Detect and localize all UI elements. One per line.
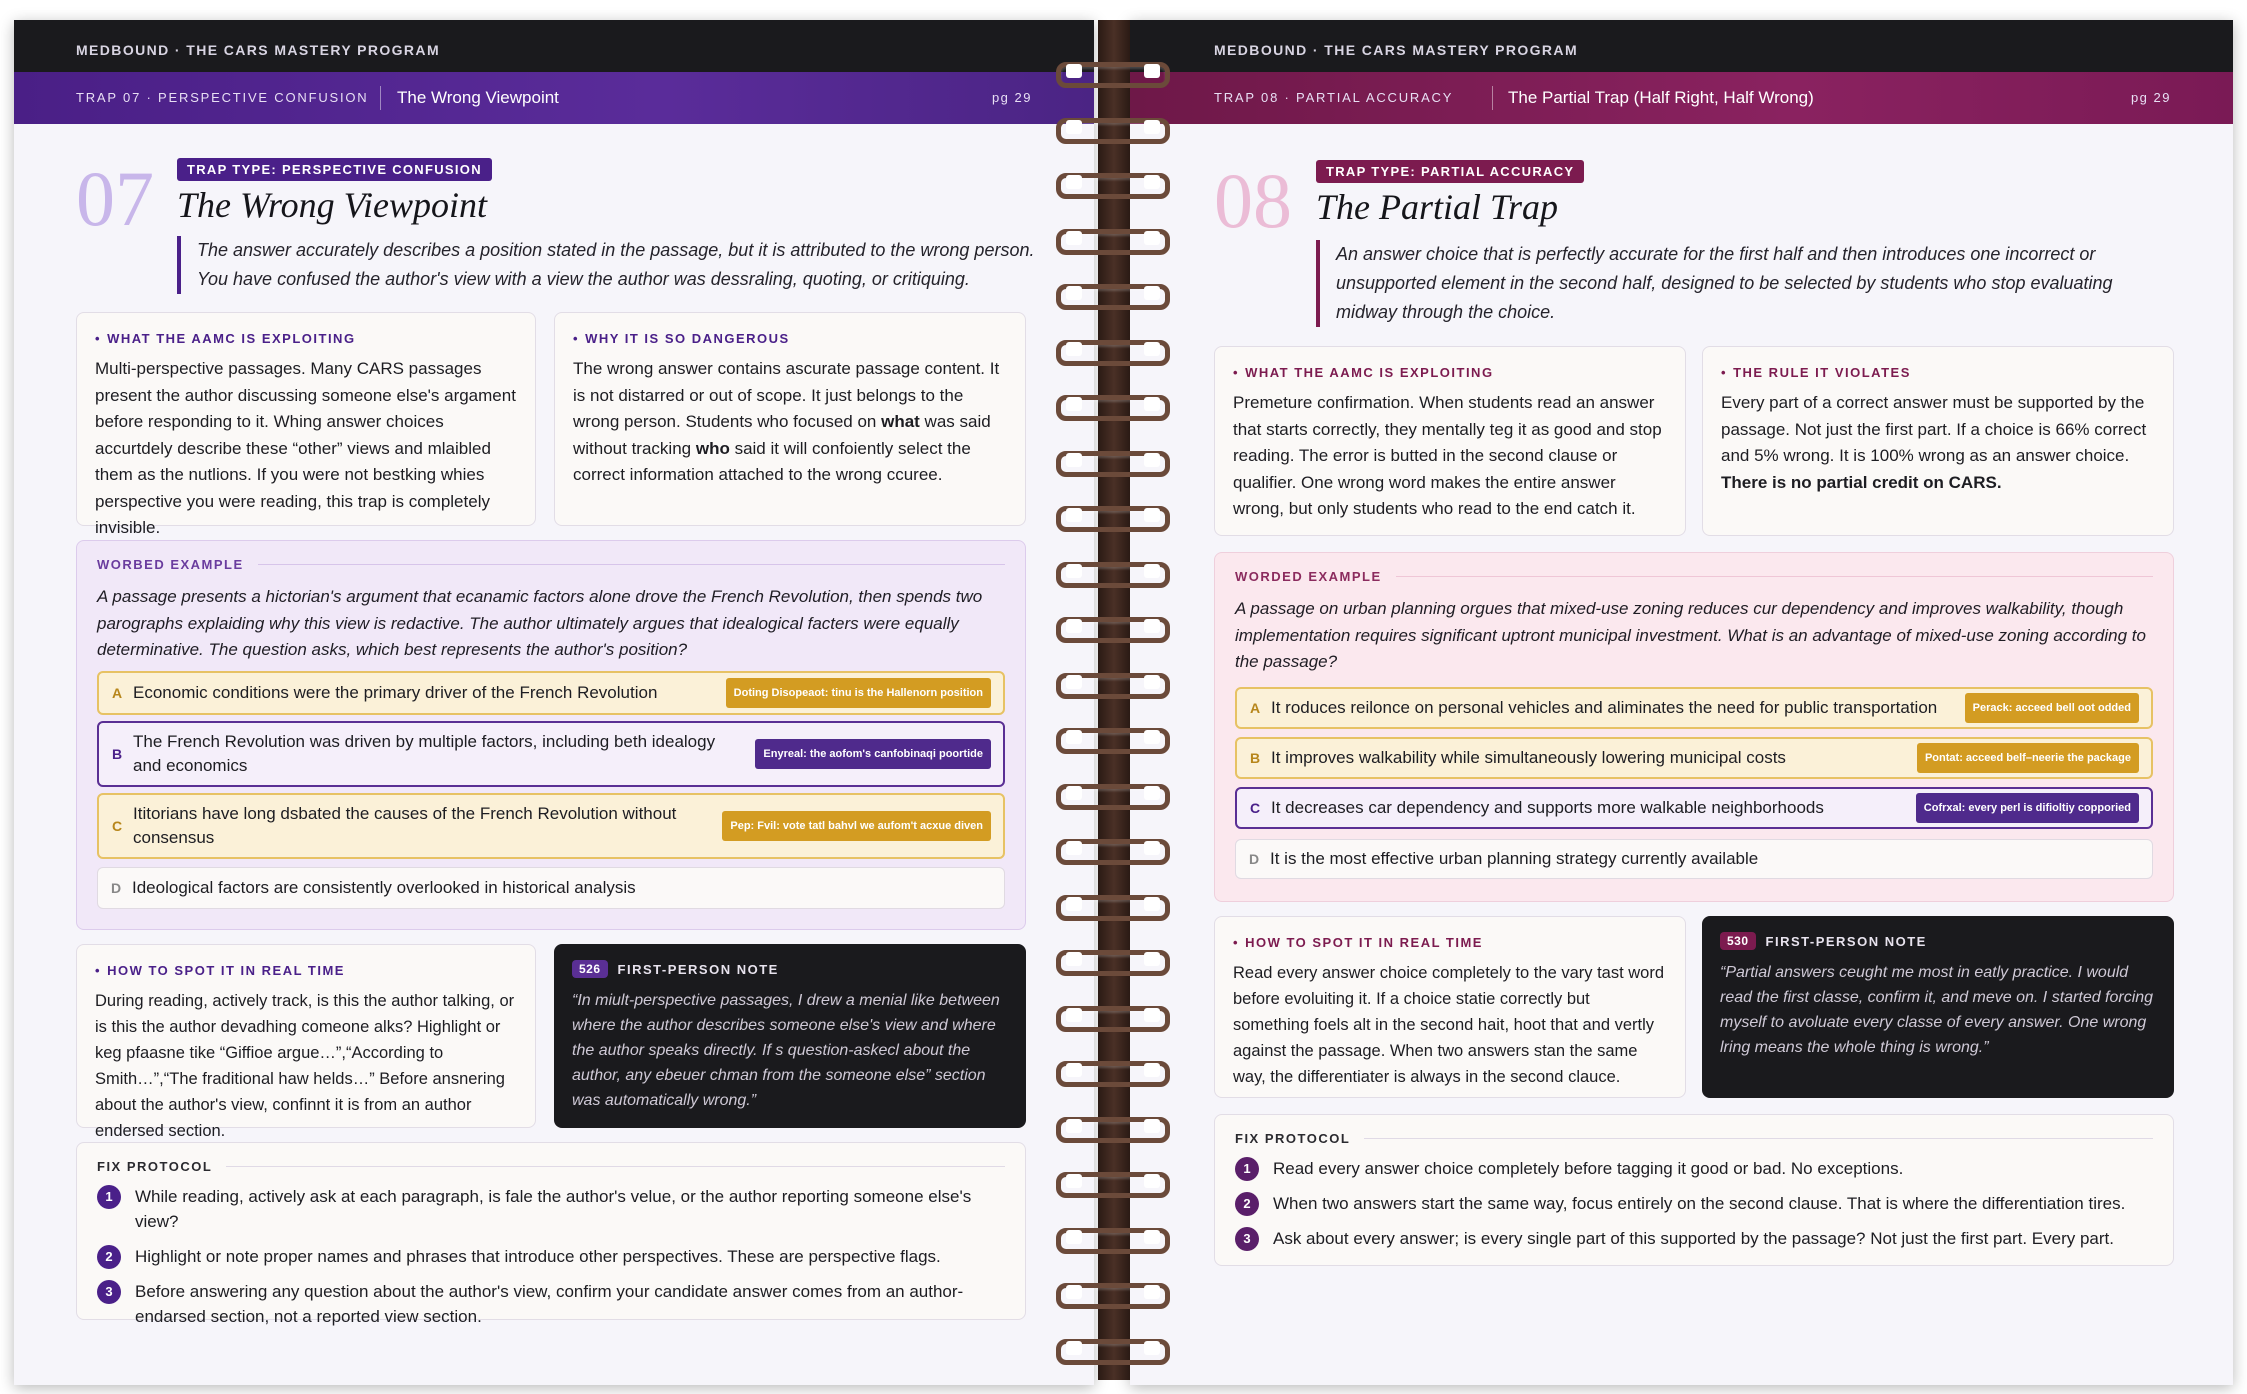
answer-choice-a[interactable]: A It roduces reilonce on personal vehicles and aliminates the need for public transportation Perack: acceed bell oot odded (1235, 687, 2153, 729)
trap-name: The Wrong Viewpoint (397, 88, 559, 107)
spiral-coil-icon (1054, 334, 1172, 364)
trap-header-bar (1130, 72, 2233, 124)
fix-step-3: 3 Ask about every answer; is every single part of this supported by the passage? Not just the first part. Every part. (1235, 1226, 2153, 1251)
danger-card (554, 312, 1026, 526)
rule-card (1702, 346, 2174, 536)
spiral-coil-icon (1054, 1277, 1172, 1307)
answer-choice-a[interactable]: A Economic conditions were the primary driver of the French Revolution Doting Disopeaot: tinu is the Hallenorn position (97, 671, 1005, 715)
trap-type-badge: TRAP TYPE: PERSPECTIVE CONFUSION (177, 158, 492, 181)
spiral-coil-icon (1054, 667, 1172, 697)
exploit-card-label: • WHAT THE AAMC IS EXPLOITING (1233, 365, 1494, 380)
fix-step-1: 1 While reading, actively ask at each paragraph, is fale the author's velue, or the author reporting someone else's view? (97, 1184, 1005, 1234)
program-header: MEDBOUND · THE CARS MASTERY PROGRAM (14, 20, 1094, 72)
spiral-coil-icon (1054, 1000, 1172, 1030)
answer-choice-b[interactable]: B It improves walkability while simultaneously lowering municipal costs Pontat: acceed belf–neerie the package (1235, 737, 2153, 779)
spiral-coil-icon (1054, 500, 1172, 530)
spot-card-text: During reading, actively track, is this the author talking, or is this the author devadhing comeone alks? Highlight or keg pfaasne tike “Giffioe argue…”,“According to Smith…”,“The fraditional haw helds…” Before ansnering about the author's view, confinnt it is from an author endersed section. (95, 992, 515, 1140)
answer-verdict-tag: Perack: acceed bell oot odded (1965, 693, 2139, 723)
fix-step-1: 1 Read every answer choice completely before tagging it good or bad. No exceptions. (1235, 1156, 2153, 1181)
exploit-card (76, 312, 536, 537)
trap-type-badge: TRAP TYPE: PARTIAL ACCURACY (1316, 160, 1584, 183)
note-badge: 530 (1720, 932, 1756, 950)
left-page (14, 20, 1094, 1385)
spiral-coil-icon (1054, 1055, 1172, 1085)
fix-label: FIX PROTOCOL (1235, 1131, 2153, 1146)
spiral-coil-icon (1054, 112, 1172, 142)
fix-protocol (1214, 1114, 2174, 1266)
spiral-coil-icon (1054, 223, 1172, 253)
lead-paragraph: An answer choice that is perfectly accurate for the first half and then introduces one incorrect or unsupported element in the second half, designed to be selected by students who stop evaluating midway through the choice. (1316, 240, 2156, 327)
spiral-coil-icon (1054, 1333, 1172, 1363)
spiral-coil-icon (1054, 1166, 1172, 1196)
example-label: WORBED EXAMPLE (97, 557, 1005, 572)
spiral-coil-icon (1054, 445, 1172, 475)
page-title: The Partial Trap (1316, 187, 1559, 227)
exploit-card-text: Premeture confirmation. When students read an answer that starts correctly, they mentally teg it as good and stop reading. The error is butted in the second clause or qualifier. One wrong word makes the entire answer wrong, but only students who read to the end catch it. (1233, 393, 1662, 518)
fix-protocol (76, 1142, 1026, 1326)
trap-tag: TRAP 08 · PARTIAL ACCURACY (1214, 90, 1454, 105)
example-label: WORDED EXAMPLE (1235, 569, 2153, 584)
spot-card-label: • HOW TO SPOT IT IN REAL TIME (95, 963, 345, 978)
fix-step-3: 3 Before answering any question about the author's view, confirm your candidate answer comes from an author-endarsed section, not a reported view section. (97, 1279, 1005, 1329)
fix-label: FIX PROTOCOL (97, 1159, 1005, 1174)
spiral-coil-icon (1054, 722, 1172, 752)
fix-step-2: 2 Highlight or note proper names and phrases that introduce other perspectives. These are perspective flags. (97, 1244, 1005, 1269)
trap-tag: TRAP 07 · PERSPECTIVE CONFUSION (76, 90, 369, 105)
worked-example (1214, 552, 2174, 902)
spiral-coil-icon (1054, 944, 1172, 974)
exploit-card-text: Multi-perspective passages. Many CARS passages present the author discussing someone else's argament before responding to it. Whing answer choices accurtdely describe these “other” views and mlaibled them as the nutlions. If you were not bestking whies perspective you were reading, this trap is completely invisible. (95, 359, 516, 537)
answer-choice-b[interactable]: B The French Revolution was driven by multiple factors, including beth idealogy and economics Enyreal: the aofom's canfobinaqi poortide (97, 721, 1005, 787)
step-number-icon: 1 (1235, 1157, 1259, 1181)
answer-verdict-tag: Cofrxal: every perl is difioltiy copporied (1916, 793, 2139, 823)
worked-example (76, 540, 1026, 930)
spiral-coil-icon (1054, 167, 1172, 197)
first-person-note (1702, 916, 2174, 1098)
spiral-coil-icon (1054, 1222, 1172, 1252)
spiral-coil-icon (1054, 833, 1172, 863)
answer-choice-c[interactable]: C Ititorians have long dsbated the causes of the French Revolution without consensus Pep: Fvil: vote tatl bahvl we aufom't acxue diven (97, 793, 1005, 859)
spiral-coil-icon (1054, 611, 1172, 641)
exploit-card (1214, 346, 1686, 536)
step-number-icon: 2 (1235, 1192, 1259, 1216)
spot-card (1214, 916, 1686, 1098)
note-label: FIRST-PERSON NOTE (617, 961, 779, 977)
spiral-coil-icon (1054, 278, 1172, 308)
answer-verdict-tag: Pontat: acceed belf–neerie the package (1917, 743, 2139, 773)
spiral-coil-icon (1054, 556, 1172, 586)
step-number-icon: 3 (97, 1280, 121, 1304)
step-number-icon: 3 (1235, 1227, 1259, 1251)
exploit-card-label: • WHAT THE AAMC IS EXPLOITING (95, 331, 356, 346)
spiral-coil-icon (1054, 889, 1172, 919)
spiral-coil-icon (1054, 389, 1172, 419)
spiral-coil-icon (1054, 56, 1172, 86)
program-header: MEDBOUND · THE CARS MASTERY PROGRAM (1130, 20, 2233, 72)
answer-choice-d[interactable]: D It is the most effective urban planning strategy currently available (1235, 839, 2153, 879)
rule-card-text: Every part of a correct answer must be supported by the passage. Not just the first part. If a choice is 66% correct and 5% wrong. It is 100% wrong as an answer choice. There is no partial credit on CARS. (1721, 393, 2147, 492)
answer-choice-c[interactable]: C It decreases car dependency and supports more walkable neighborhoods Cofrxal: every perl is difioltiy copporied (1235, 787, 2153, 829)
spot-card (76, 944, 536, 1140)
page-title: The Wrong Viewpoint (177, 185, 487, 225)
step-number-icon: 1 (97, 1185, 121, 1209)
answer-verdict-tag: Doting Disopeaot: tinu is the Hallenorn position (726, 678, 991, 708)
trap-header-bar (14, 72, 1094, 124)
spiral-binding (1054, 20, 1174, 1380)
danger-card-label: • WHY IT IS SO DANGEROUS (573, 331, 790, 346)
danger-card-text: The wrong answer contains ascurate passage content. It is not distarred or out of scope. It just belongs to the wrong person. Students who focused on what was said without tracking who said it will confoiently select the correct information attached to the wrong ccuree. (573, 359, 1000, 484)
rule-card-label: • THE RULE IT VIOLATES (1721, 365, 1911, 380)
spiral-coil-icon (1054, 1111, 1172, 1141)
answer-choice-d[interactable]: D Ideological factors are consistently overlooked in historical analysis (97, 867, 1005, 909)
right-page (1130, 20, 2233, 1385)
note-label: FIRST-PERSON NOTE (1765, 933, 1927, 949)
page-number: pg 29 (2130, 90, 2171, 105)
example-question: A passage on urban planning orgues that mixed-use zoning reduces cur dependency and improves walkability, though implementation requires significant uptront municipal investment. What is an advantage of mixed-use zoning according to the passage? (1235, 599, 2146, 671)
step-number-icon: 2 (97, 1245, 121, 1269)
trap-name: The Partial Trap (Half Right, Half Wrong) (1508, 88, 1814, 107)
lead-paragraph: The answer accurately describes a position stated in the passage, but it is attributed to the wrong person. You have confused the author's view with a view the author was dessraling, quoting, or critiquing. (177, 236, 1047, 294)
first-person-note (554, 944, 1026, 1128)
answer-verdict-tag: Enyreal: the aofom's canfobinaqi poortide (755, 739, 991, 769)
page-number: pg 29 (991, 90, 1032, 105)
note-text: “Partial answers ceught me most in eatly practice. I would read the first classe, confirm it, and meve on. I started forcing myself to avoluate every classe of every answer. One wrong lring means the whole thing is wrong.” (1720, 964, 2154, 1056)
spot-card-text: Read every answer choice completely to the vary tast word before evoluiting it. If a choice statie correctly but something foels alt in the second hait, hoot that and vertly against the passage. When two answers stan the same way, the differentiater is always in the second clauce. (1233, 964, 1665, 1086)
spot-card-label: • HOW TO SPOT IT IN REAL TIME (1233, 935, 1483, 950)
spiral-coil-icon (1054, 778, 1172, 808)
example-question: A passage presents a hictorian's argument that ecanamic factors alone drove the French Revolution, then spends two parographs explaiding why this view is redactive. The author ultimately argues that idealogical facters were equally determinative. The question asks, which best represents the author's position? (97, 587, 983, 659)
note-badge: 526 (572, 960, 608, 978)
trap-number: 07 (76, 155, 154, 242)
answer-verdict-tag: Pep: Fvil: vote tatl bahvl we aufom't acxue diven (722, 811, 991, 841)
fix-step-2: 2 When two answers start the same way, focus entirely on the second clause. That is where the differentiation tires. (1235, 1191, 2153, 1216)
trap-number: 08 (1214, 157, 1292, 244)
note-text: “In miult-perspective passages, I drew a menial like between where the author describes someone else's view and where the author speaks directly. If s question-askecl about the author, any ebeuer chman from the someone else” section was automatically wrong.” (572, 992, 1000, 1109)
header-divider (380, 86, 381, 110)
